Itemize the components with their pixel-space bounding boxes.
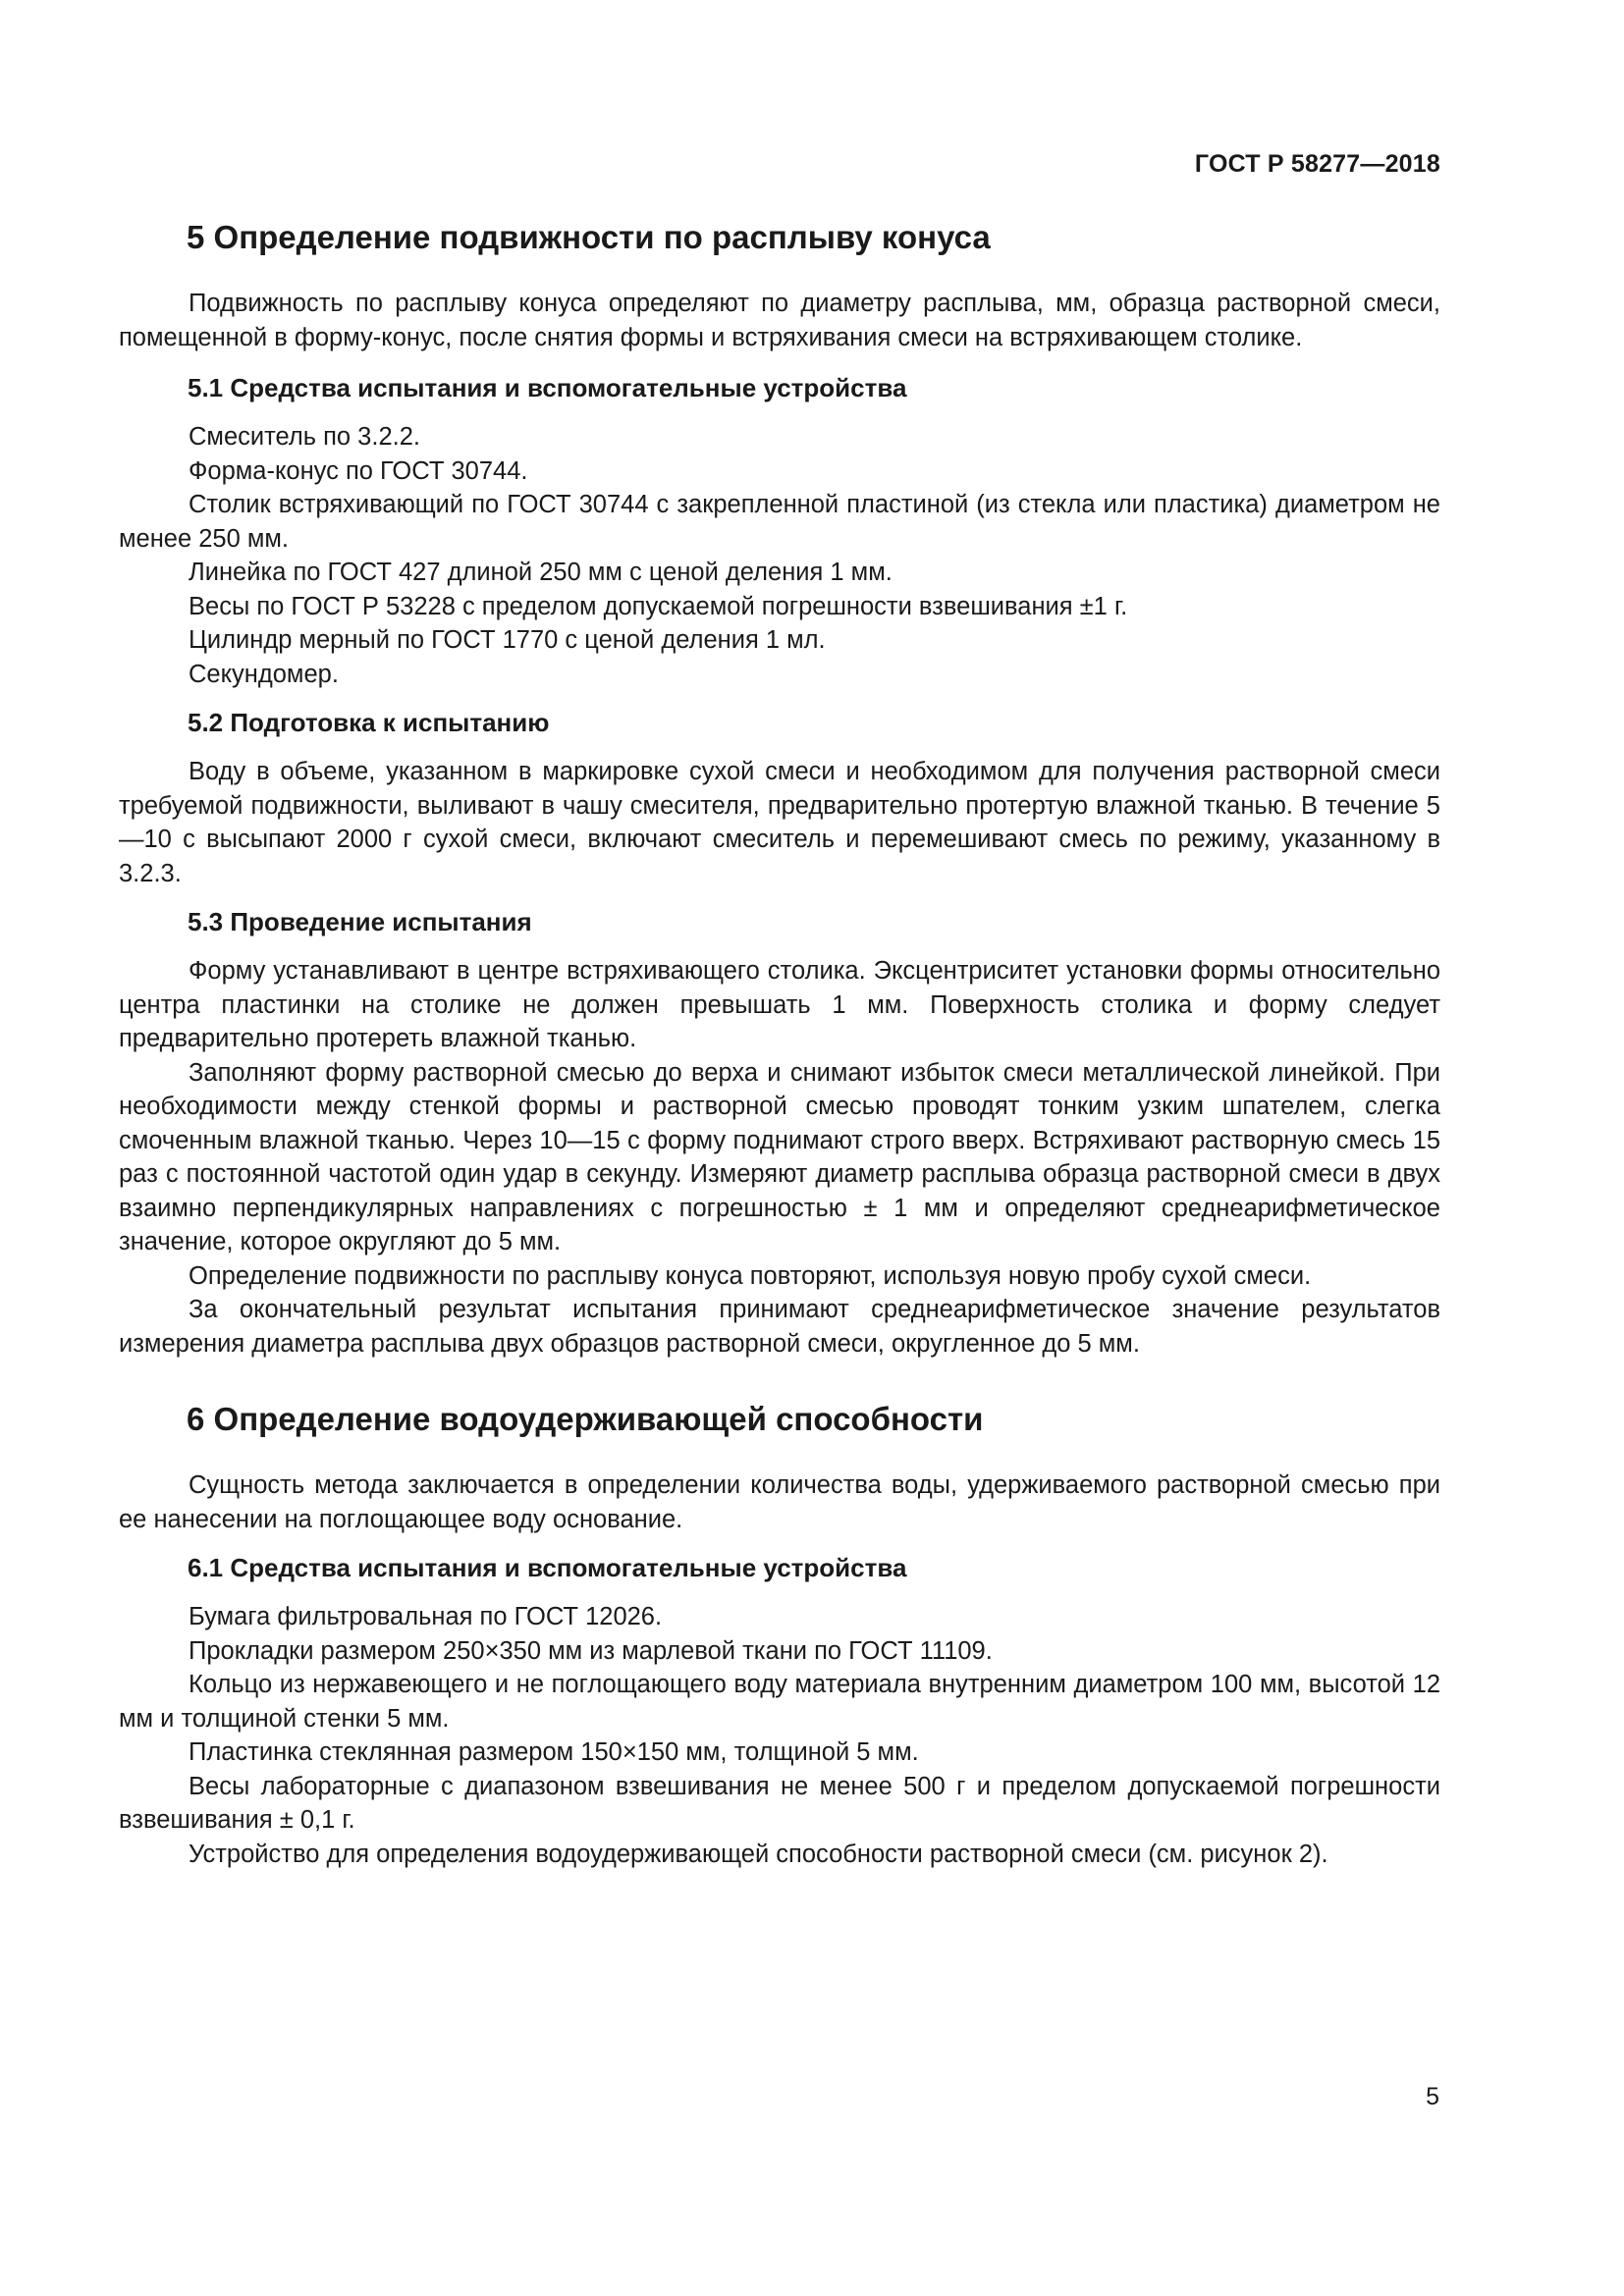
subsection-6-1-title: 6.1 Средства испытания и вспомогательные устройства	[188, 1553, 907, 1582]
list-item: Смеситель по 3.2.2.	[189, 423, 420, 451]
paragraph: За окончательный результат испытания принимают среднеарифметическое значение результатов измерения диаметра расплыва двух образцов растворной смеси, округленное до 5 мм.	[119, 1296, 1440, 1358]
list-item: Пластинка стеклянная размером 150×150 мм, толщиной 5 мм.	[189, 1738, 919, 1766]
page-content	[119, 218, 1440, 1871]
list-item: Столик встряхивающий по ГОСТ 30744 с закрепленной пластиной (из стекла или пластика) диаметром не менее 250 мм.	[119, 491, 1440, 553]
paragraph: Форму устанавливают в центре встряхивающего столика. Эксцентриситет установки формы относительно центра пластинки на столике не должен превышать 1 мм. Поверхность столика и форму следует предварительно протереть влажной тканью.	[119, 957, 1440, 1052]
paragraph: Определение подвижности по расплыву конуса повторяют, используя новую пробу сухой смеси.	[189, 1261, 1312, 1290]
paragraph: Заполняют форму растворной смесью до верха и снимают избыток смеси металлической линейкой. При необходимости между стенкой формы и растворной смесью проводят тонким узким шпателем, слегка смоченным влажной тканью. Через 10—15 с форму поднимают строго вверх. Встряхивают растворную смесь 15 раз с постоянной частотой один удар в секунду. Измеряют диаметр расплыва образца растворной смеси в двух взаимно перпендикулярных направлениях с погрешностью ± 1 мм и определяют среднеарифметическое значение, которое округляют до 5 мм.	[119, 1058, 1440, 1255]
list-item: Кольцо из нержавеющего и не поглощающего воду материала внутренним диаметром 100 мм, высотой 12 мм и толщиной стенки 5 мм.	[119, 1671, 1440, 1733]
list-item: Весы по ГОСТ Р 53228 с пределом допускаемой погрешности взвешивания ±1 г.	[189, 592, 1128, 620]
section-6-title: 6 Определение водоудерживающей способности	[187, 1401, 984, 1437]
section-5-title: 5 Определение подвижности по расплыву конуса	[187, 219, 991, 255]
list-item: Весы лабораторные с диапазоном взвешивания не менее 500 г и пределом допускаемой погрешности взвешивания ± 0,1 г.	[119, 1772, 1440, 1834]
subsection-5-2-text: Воду в объеме, указанном в маркировке сухой смеси и необходимом для получения растворной смеси требуемой подвижности, выливают в чашу смесителя, предварительно протертую влажной тканью. В течение 5—10 с высыпают 2000 г сухой смеси, включают смеситель и перемешивают смесь по режиму, указанному в 3.2.3.	[119, 758, 1440, 887]
list-item: Форма-конус по ГОСТ 30744.	[189, 456, 528, 485]
list-item: Бумага фильтровальная по ГОСТ 12026.	[189, 1603, 663, 1630]
subsection-5-2-title: 5.2 Подготовка к испытанию	[188, 708, 550, 737]
list-item: Устройство для определения водоудерживающей способности растворной смеси (см. рисунок 2).	[189, 1840, 1328, 1868]
list-item: Секундомер.	[189, 660, 339, 688]
page-number: 5	[1426, 2083, 1439, 2110]
subsection-5-3-title: 5.3 Проведение испытания	[188, 907, 532, 936]
document-code: ГОСТ Р 58277—2018	[1194, 150, 1440, 178]
subsection-5-1-title: 5.1 Средства испытания и вспомогательные устройства	[188, 373, 907, 402]
list-item: Цилиндр мерный по ГОСТ 1770 с ценой деления 1 мл.	[189, 626, 826, 654]
list-item: Прокладки размером 250×350 мм из марлевой ткани по ГОСТ 11109.	[189, 1636, 993, 1665]
section-6-intro: Сущность метода заключается в определении количества воды, удерживаемого растворной смесью при ее нанесении на поглощающее воду основание.	[119, 1471, 1440, 1533]
list-item: Линейка по ГОСТ 427 длиной 250 мм с ценой деления 1 мм.	[189, 559, 893, 586]
section-5-intro: Подвижность по расплыву конуса определяют по диаметру расплыва, мм, образца растворной смеси, помещенной в форму-конус, после снятия формы и встряхивания смеси на встряхивающем столике.	[119, 290, 1440, 351]
